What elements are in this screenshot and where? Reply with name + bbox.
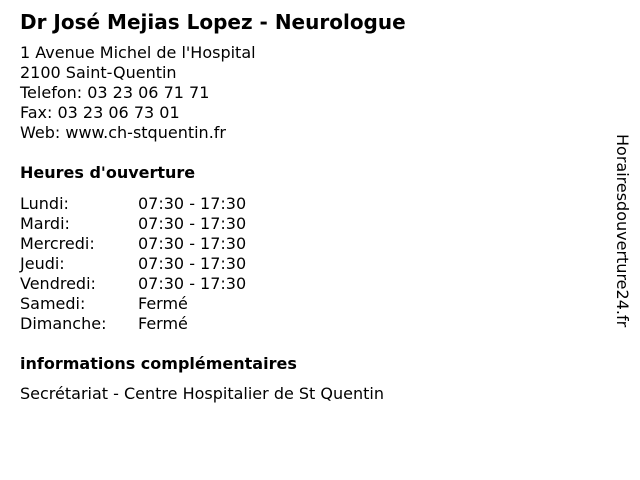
hours-row-saturday: [20, 294, 600, 314]
day-label: Samedi:: [20, 294, 86, 313]
phone-number: Telefon: 03 23 06 71 71: [20, 83, 210, 102]
hours-row-thursday: [20, 254, 600, 274]
day-label: Jeudi:: [20, 254, 65, 273]
day-label: Mercredi:: [20, 234, 95, 253]
info-heading: informations complémentaires: [20, 354, 297, 373]
day-label: Vendredi:: [20, 274, 96, 293]
address-city: 2100 Saint-Quentin: [20, 63, 177, 82]
time-value: Fermé: [138, 294, 188, 313]
time-value: 07:30 - 17:30: [138, 194, 247, 213]
hours-row-friday: [20, 274, 600, 294]
day-label: Mardi:: [20, 214, 70, 233]
brand-watermark: Horairesdouverture24.fr: [613, 134, 632, 328]
hours-row-tuesday: [20, 214, 600, 234]
day-label: Dimanche:: [20, 314, 107, 333]
time-value: 07:30 - 17:30: [138, 254, 247, 273]
fax-number: Fax: 03 23 06 73 01: [20, 103, 180, 122]
info-text: Secrétariat - Centre Hospitalier de St Quentin: [20, 384, 384, 403]
hours-table: [20, 194, 600, 334]
time-value: 07:30 - 17:30: [138, 274, 247, 293]
address-block: [20, 43, 600, 143]
time-value: Fermé: [138, 314, 188, 333]
website: Web: www.ch-stquentin.fr: [20, 123, 226, 142]
day-label: Lundi:: [20, 194, 69, 213]
time-value: 07:30 - 17:30: [138, 234, 247, 253]
address-street: 1 Avenue Michel de l'Hospital: [20, 43, 256, 62]
hours-row-monday: [20, 194, 600, 214]
time-value: 07:30 - 17:30: [138, 214, 247, 233]
hours-row-wednesday: [20, 234, 600, 254]
page-title: Dr José Mejias Lopez - Neurologue: [20, 10, 406, 34]
hours-heading: Heures d'ouverture: [20, 163, 196, 182]
business-card: [20, 9, 600, 404]
hours-row-sunday: [20, 314, 600, 334]
